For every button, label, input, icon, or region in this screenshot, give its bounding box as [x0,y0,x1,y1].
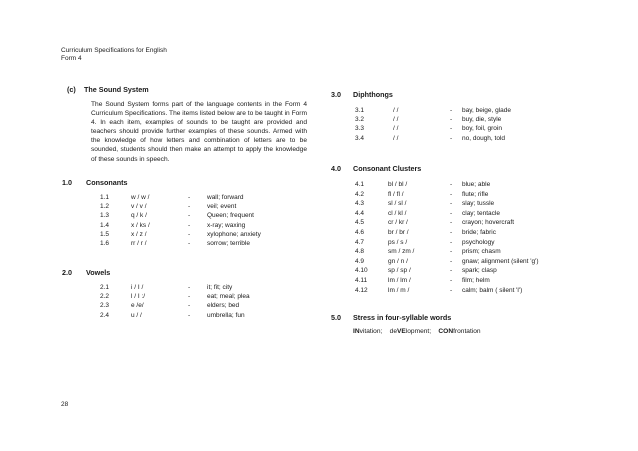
item-number: 4.11 [355,277,368,284]
list-item [0,209,638,218]
item-example: wall; forward [207,194,244,201]
doc-header-title: Curriculum Specifications for English [61,47,167,54]
list-item [0,134,638,143]
list-item [0,180,638,189]
item-symbol: l / I :/ [131,293,146,301]
item-number: 4.1 [355,181,365,188]
section-c-title: The Sound System [84,85,149,94]
item-number: 1.1 [100,194,110,201]
item-number: 4.5 [355,219,365,227]
item-example: film; helm [462,277,490,284]
item-symbol: sm / zm / [388,248,415,256]
item-symbol: sp / sp / [388,267,411,275]
item-number: 3.3 [355,125,365,133]
item-example: boy, foil, groin [462,125,502,133]
item-number: 2.1 [100,284,110,291]
item-symbol: x / z / [131,230,147,238]
item-number: 4.8 [355,248,365,256]
item-number: 3.2 [355,116,365,124]
item-number: 1.5 [100,230,110,238]
list-item [0,257,638,266]
stress-word-development: deVElopment; [389,328,432,335]
list-item [0,238,638,247]
item-symbol: x / ks / [131,221,150,229]
list-item [0,276,638,285]
list-item [0,106,638,115]
item-example: buy, die, style [462,116,502,124]
item-dash: - [188,302,191,310]
stress-number: 5.0 [331,313,341,322]
item-example: veil; event [207,203,237,211]
page-number: 28 [61,401,69,408]
item-example: slay; tussle [462,200,495,208]
list-item [0,190,638,199]
consonants-number: 1.0 [62,178,72,187]
item-dash: - [188,284,191,291]
item-example: eat; meal; plea [207,293,250,301]
item-example: x-ray; waxing [207,221,246,229]
item-dash: - [450,238,453,246]
item-number: 1.2 [100,203,110,211]
stress-examples [353,328,481,335]
item-symbol: w / w / [131,194,150,201]
item-symbol: bl / bl / [388,181,408,188]
item-symbol: fl / fl / [388,190,404,198]
item-dash: - [450,209,453,217]
item-example: psychology [462,238,495,246]
item-symbol: i / I / [131,284,144,291]
item-number: 2.4 [100,311,110,319]
stress-heading: Stress in four-syllable words [353,313,452,322]
item-example: clay; tentacle [462,209,500,217]
item-number: 4.10 [355,267,368,275]
item-number: 1.3 [100,212,110,220]
item-dash: - [450,248,453,256]
diphthongs-number: 3.0 [331,90,341,99]
item-dash: - [450,116,453,124]
list-item [0,115,638,124]
item-example: elders; bed [207,302,240,310]
intro-paragraph: The Sound System forms part of the language contents in the Form 4 Curriculum Specifications. The items listed below are to be taught in Form 4. In each item, examples of sounds to be taught are provided and teachers should provide further examples of these sounds. Armed with the knowledge of how letters and combination of letters are to be sounded, students should then make an attempt to apply the knowledge of these sounds in speech. [91,101,307,163]
vowels-number: 2.0 [62,268,72,277]
item-example: it; fit; city [207,284,233,291]
item-number: 4.4 [355,209,365,217]
item-example: xylophone; anxiety [207,230,261,238]
item-symbol: rr / r / [131,240,147,247]
item-example: calm; balm ( silent 'l') [462,286,523,294]
list-item [0,218,638,227]
item-example: flute; rifle [462,190,489,198]
item-dash: - [188,203,191,211]
item-symbol: cl / kl / [388,209,407,217]
item-symbol: q / k / [131,212,147,220]
list-item [0,286,638,295]
doc-header-form: Form 4 [61,55,82,62]
list-item [0,199,638,208]
stress-word-confrontation: CONfrontation [438,328,481,335]
item-symbol: / / [393,134,399,142]
item-dash: - [450,257,453,265]
item-dash: - [450,107,453,114]
item-example: sorrow; terrible [207,240,250,247]
item-example: bay, beige, glade [462,107,512,114]
item-example: umbrella; fun [207,311,245,319]
list-item [0,311,638,320]
item-dash: - [450,200,453,208]
vowels-heading: Vowels [86,268,111,277]
item-symbol: v / v / [131,203,147,211]
item-number: 2.2 [100,293,110,301]
item-example: Queen; frequent [207,212,254,220]
item-number: 4.3 [355,200,365,208]
item-symbol: / / [393,116,399,124]
item-example: bride; fabric [462,229,496,236]
item-symbol: ps / s / [388,238,408,246]
item-dash: - [450,219,453,227]
item-example: gnaw; alignment (silent 'g') [462,257,539,265]
item-dash: - [188,194,191,201]
list-item [0,124,638,133]
item-example: crayon; hovercraft [462,219,515,227]
item-symbol: / / [393,125,399,133]
diphthongs-heading: Diphthongs [353,90,393,99]
item-number: 4.6 [355,229,365,236]
item-dash: - [188,240,191,247]
item-example: blue; able [462,181,491,188]
consonants-heading: Consonants [86,178,128,187]
item-symbol: e /e/ [131,302,144,310]
item-dash: - [450,277,453,284]
item-example: prism; chasm [462,248,501,256]
item-number: 4.12 [355,286,368,294]
item-symbol: u / / [131,311,142,319]
list-item [0,301,638,310]
item-number: 3.4 [355,134,365,142]
item-dash: - [450,125,453,133]
list-item [0,228,638,237]
item-symbol: lm / lm / [388,277,411,284]
item-number: 1.4 [100,221,110,229]
item-dash: - [450,229,453,236]
item-symbol: gn / n / [388,257,408,265]
item-example: spark; clasp [462,267,497,275]
item-dash: - [188,311,191,319]
item-dash: - [450,181,453,188]
item-number: 4.7 [355,238,365,246]
item-symbol: lm / m / [388,286,410,294]
item-dash: - [188,221,191,229]
item-number: 4.2 [355,190,365,198]
item-example: no, dough, told [462,134,506,142]
item-symbol: cr / kr / [388,219,408,227]
item-dash: - [188,212,191,220]
stress-word-invitation: INvitation; [353,328,383,335]
list-item [0,266,638,275]
item-number: 2.3 [100,302,110,310]
item-number: 4.9 [355,257,365,265]
item-dash: - [188,293,191,301]
item-symbol: br / br / [388,229,409,236]
item-number: 1.6 [100,240,110,247]
item-dash: - [450,134,453,142]
clusters-heading: Consonant Clusters [353,164,422,173]
item-dash: - [450,286,453,294]
item-dash: - [450,190,453,198]
item-number: 3.1 [355,107,365,114]
item-dash: - [450,267,453,275]
section-c-label: (c) [67,85,76,94]
list-item [0,247,638,256]
item-symbol: sl / sl / [388,200,407,208]
item-dash: - [188,230,191,238]
clusters-number: 4.0 [331,164,341,173]
item-symbol: / / [393,107,399,114]
